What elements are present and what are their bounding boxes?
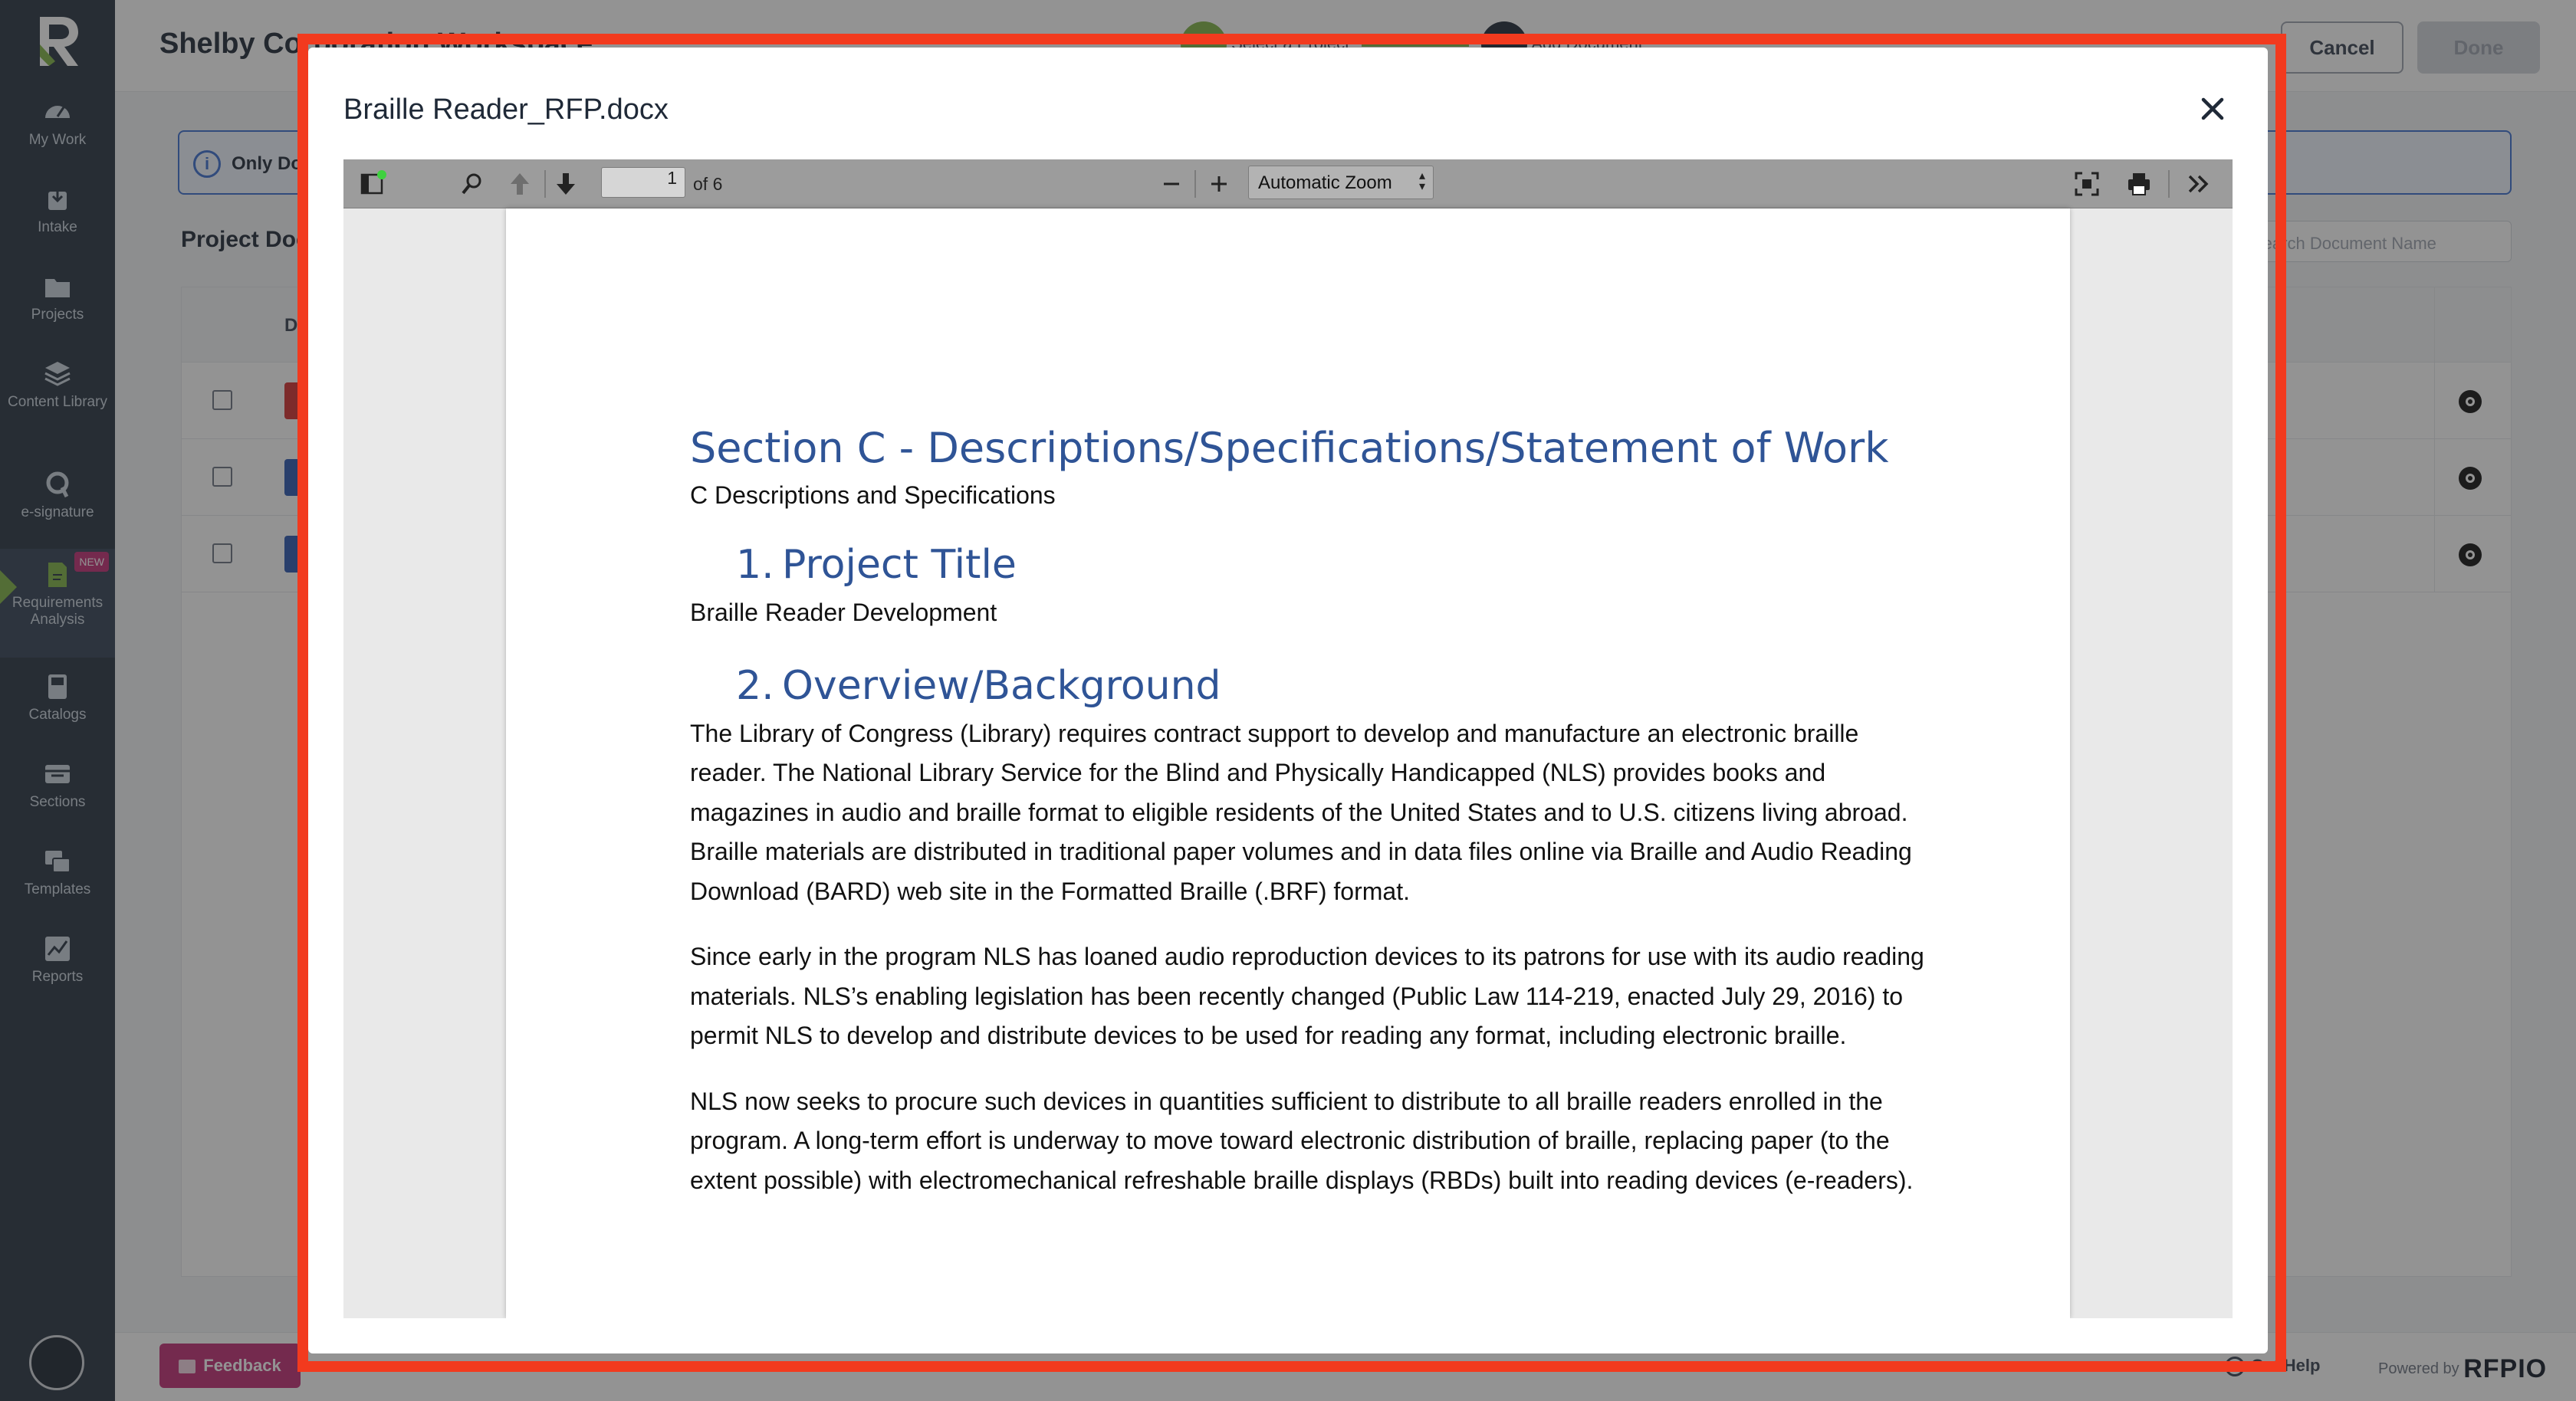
document-heading: Section C - Descriptions/Specifications/Statement of Work — [690, 424, 1889, 472]
page-count: of 6 — [693, 174, 723, 194]
zoom-value: Automatic Zoom — [1258, 172, 1392, 193]
section-title: Project Title — [782, 542, 1017, 588]
section-number: 2. — [736, 662, 774, 709]
paragraph: The Library of Congress (Library) requires contract support to develop and manufacture an electronic braille reader. The National Library Service for the Blind and Physically Handicapped (NLS) provides books and magazines in audio and braille format to eligible residents of the United States and to U.S. citizens living abroad. Braille materials are distributed in traditional paper volumes and in data files online via Braille and Audio Reading Download (BARD) web site in the Formatted Braille (.BRF) format. — [690, 719, 1912, 905]
section-number: 1. — [736, 542, 774, 588]
modal-title: Braille Reader_RFP.docx — [343, 94, 669, 126]
focus-highlight — [297, 34, 2286, 1372]
select-caret-icon: ▴ ▾ — [1418, 169, 1425, 193]
section-title: Overview/Background — [782, 662, 1221, 709]
paragraph: Braille Reader Development — [690, 599, 997, 626]
paragraph: NLS now seeks to procure such devices in quantities sufficient to distribute to all braille readers enrolled in the program. A long-term effort is underway to move toward electronic distribution of braille, replacing paper (to the extent possible) with electromechanical refreshable braille displays (RBDs) built into reading devices (e-readers). — [690, 1087, 1914, 1194]
page-number-input[interactable]: 1 — [601, 167, 685, 198]
document-subheading: C Descriptions and Specifications — [690, 481, 1056, 509]
paragraph: Since early in the program NLS has loaned audio reproduction devices to its patrons for use with its audio reading materials. NLS’s enabling legislation has been recently changed (Public Law 114-219, enacted July 29, 2016) to permit NLS to develop and distribute devices to be used for reading any format, including electronic braille. — [690, 943, 1924, 1049]
